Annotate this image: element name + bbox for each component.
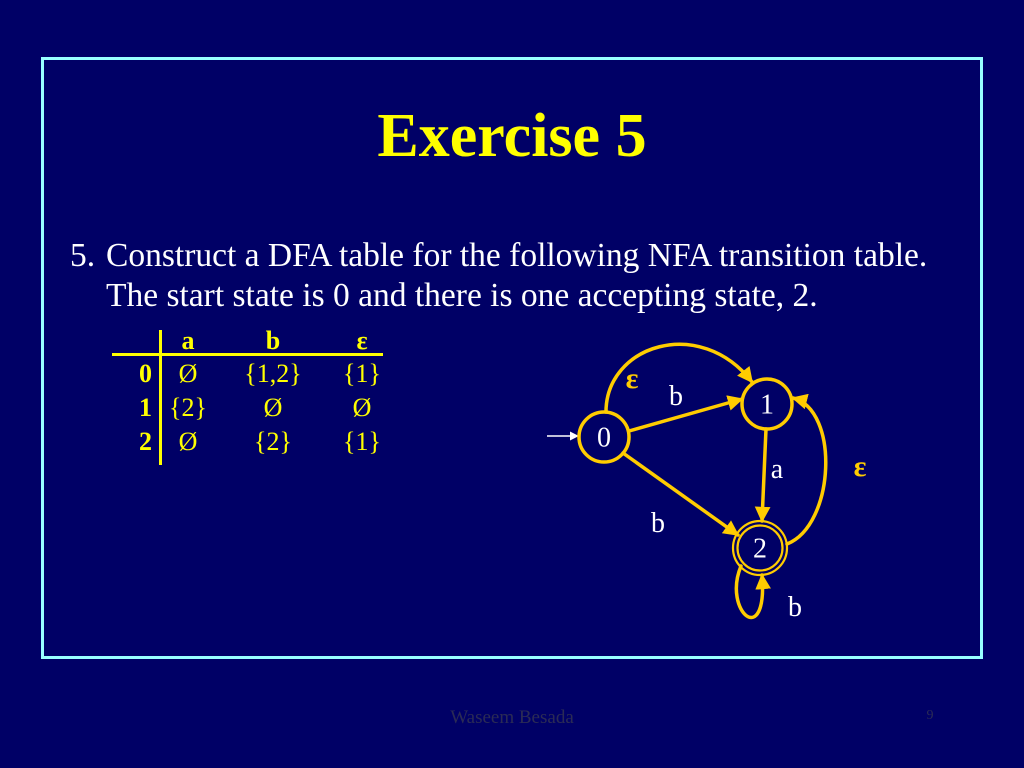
column-header-b: b <box>265 326 281 355</box>
edge-label-1-to-2-a: a <box>770 454 784 485</box>
nfa-transition-table <box>112 326 394 466</box>
column-header-a: a <box>181 326 195 355</box>
edge-label-0-to-1-b: b <box>669 381 683 412</box>
edge-label-0-to-1-epsilon: ε <box>625 362 639 395</box>
exercise-prompt <box>70 236 970 316</box>
slide-title: Exercise 5 <box>377 102 647 170</box>
table-cell: Ø <box>352 393 372 422</box>
spacer <box>152 359 160 389</box>
state-label: 2 <box>753 533 767 565</box>
spacer <box>152 427 160 457</box>
exercise-line-2: The start state is 0 and there is one accepting state, 2. <box>106 277 818 314</box>
footer-author: Waseem Besada <box>450 707 574 728</box>
spacer <box>152 393 160 423</box>
row-state-label: 0 <box>139 359 152 388</box>
state-label: 0 <box>597 422 611 454</box>
table-cell: {2} <box>254 427 292 456</box>
table-cell: Ø <box>263 393 283 422</box>
state-label: 1 <box>760 389 774 421</box>
table-header-row <box>112 326 394 356</box>
table-corner-cell <box>112 326 152 356</box>
exercise-number: 5. <box>70 237 96 274</box>
table-row <box>112 427 394 457</box>
edge-label-2-self-loop-b: b <box>788 592 802 623</box>
row-state-label: 2 <box>139 427 152 456</box>
table-row <box>112 359 394 389</box>
edge-label-0-to-2-b: b <box>651 508 665 539</box>
nfa-state-diagram <box>530 330 900 640</box>
state-1 <box>742 379 792 429</box>
edge-0-to-1-b <box>629 399 742 431</box>
edge-0-to-2-b <box>623 453 738 535</box>
column-header-epsilon: ε <box>356 326 368 355</box>
table-row <box>112 393 394 423</box>
state-0 <box>579 412 629 462</box>
page-number: 9 <box>926 708 934 723</box>
table-cell: {1,2} <box>244 359 302 388</box>
table-cell: {1} <box>343 427 381 456</box>
edge-1-to-2-a <box>762 429 766 521</box>
table-cell: Ø <box>178 359 198 388</box>
edge-2-to-1-epsilon <box>787 398 826 544</box>
edge-label-2-to-1-epsilon: ε <box>853 450 867 483</box>
table-cell: Ø <box>178 427 198 456</box>
table-cell: {2} <box>169 393 207 422</box>
exercise-line-1: Construct a DFA table for the following NFA transition table. <box>106 237 928 274</box>
row-state-label: 1 <box>139 393 152 422</box>
state-2-accepting <box>733 521 787 575</box>
table-cell: {1} <box>343 359 381 388</box>
spacer <box>152 326 160 356</box>
